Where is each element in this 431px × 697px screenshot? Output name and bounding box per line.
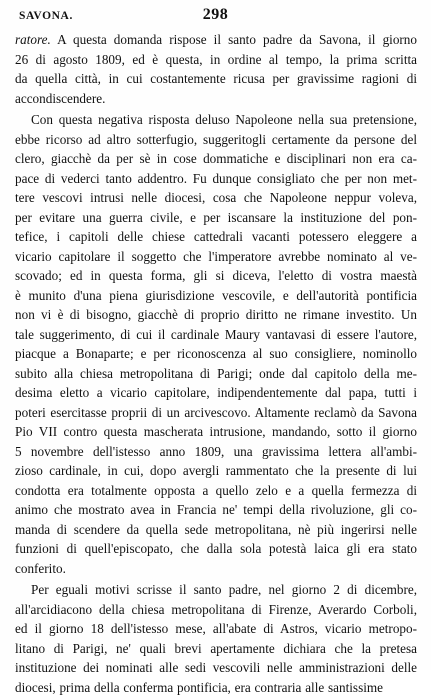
text-line: ebbe ricorso ad altro sotterfugio, suggeritogli certamente da persone del	[15, 130, 417, 150]
text-line: ed il giorno 18 dell'istesso mese, all'abate di Astros, vicario metropo-	[15, 619, 417, 639]
running-head	[15, 6, 416, 28]
text-line: tale suggerimento, di cui il cardinale Maury vantavasi di essere l'autore,	[15, 325, 417, 345]
text-line: tere vescovi intrusi nelle diocesi, cosa che Napoleone neppur voleva,	[15, 188, 417, 208]
text-line: da quella città, in cui costantemente ricusa per gravissime ragioni di	[15, 69, 417, 89]
text-line: desima eletto a vicario capitolare, indipendentemente dal papa, tutti i	[15, 383, 417, 403]
text-line: condotta era totalmente opposta a quello zelo e a quella fermezza di	[15, 481, 417, 501]
running-title: SAVONA.	[19, 10, 73, 22]
text-line: per evitare una guerra civile, e per iscansare la instituzione del pon-	[15, 208, 417, 228]
text-line: tefice, i capitoli delle chiese cattedrali vacanti potessero eleggere a	[15, 227, 417, 247]
text-line: Pio VII contro questa mascherata intrusione, mandando, sotto il giorno	[15, 422, 417, 442]
text-line: Con questa negativa risposta deluso Napoleone nella sua pretensione,	[15, 110, 417, 130]
text-line: poteri esercitasse proprii di un arcivescovo. Altamente reclamò da Savona	[15, 403, 417, 423]
paragraph	[15, 30, 417, 108]
text-line: 26 di agosto 1809, ed è questa, in ordine al tempo, la prima scritta	[15, 50, 417, 70]
text-line: piacque a Bonaparte; e per riconoscenza al suo consigliere, nominollo	[15, 344, 417, 364]
text-line: pace di vederci tanto addentro. Fu dunque consigliato che per non met-	[15, 169, 417, 189]
text-line: subito alla chiesa metropolitana di Parigi; onde dal capitolo della me-	[15, 364, 417, 384]
text-line: litano di Parigi, ne' quali brevi apertamente dichiara che la pretesa	[15, 639, 417, 659]
paragraph	[15, 110, 417, 578]
text-line: clero, giacchè da per sè in cose dommatiche e disciplinari non era ca-	[15, 149, 417, 169]
text-line: all'arcidiacono della chiesa metropolitana di Firenze, Averardo Corboli,	[15, 600, 417, 620]
text-line: accondiscendere.	[15, 89, 417, 109]
body-text	[15, 30, 417, 697]
text-line: vicario capitolare il soggetto che l'imperatore avrebbe nominato al ve-	[15, 247, 417, 267]
text-line: animo che mostrato avea in Francia ne' tempi della rivoluzione, gli co-	[15, 500, 417, 520]
text-line: funzioni di quell'episcopato, che dalla sola potestà laica gli era stato	[15, 539, 417, 559]
text-line: Per eguali motivi scrisse il santo padre, nel giorno 2 di dicembre,	[15, 580, 417, 600]
text-line: instituzione dei nominati alle sedi vescovili nelle amministrazioni delle	[15, 658, 417, 678]
text-line: ratore. A questa domanda rispose il santo padre da Savona, il giorno	[15, 30, 417, 50]
paragraph	[15, 580, 417, 697]
page-number: 298	[15, 6, 416, 24]
text-line: diocesi, prima della conferma pontificia, era contraria alle santissime	[15, 678, 417, 697]
italic-word: ratore.	[15, 32, 51, 47]
text-line: conferito.	[15, 559, 417, 579]
text-line: 5 novembre dell'istesso anno 1809, una gravissima lettera all'ambi-	[15, 442, 417, 462]
text-line: manda di scendere da quella sede metropolitana, nè più ingerirsi nelle	[15, 520, 417, 540]
text-line: è munito d'una piena giurisdizione vescovile, e dell'autorità pontificia	[15, 286, 417, 306]
text-line: scovado; ed in questa forma, gli si diceva, l'eletto di vostra maestà	[15, 266, 417, 286]
text-line: zioso cardinale, in cui, dopo avergli rammentato che la presente di lui	[15, 461, 417, 481]
text-line: non vi è di bisogno, giacchè di proprio diritto ne rimane investito. Un	[15, 305, 417, 325]
